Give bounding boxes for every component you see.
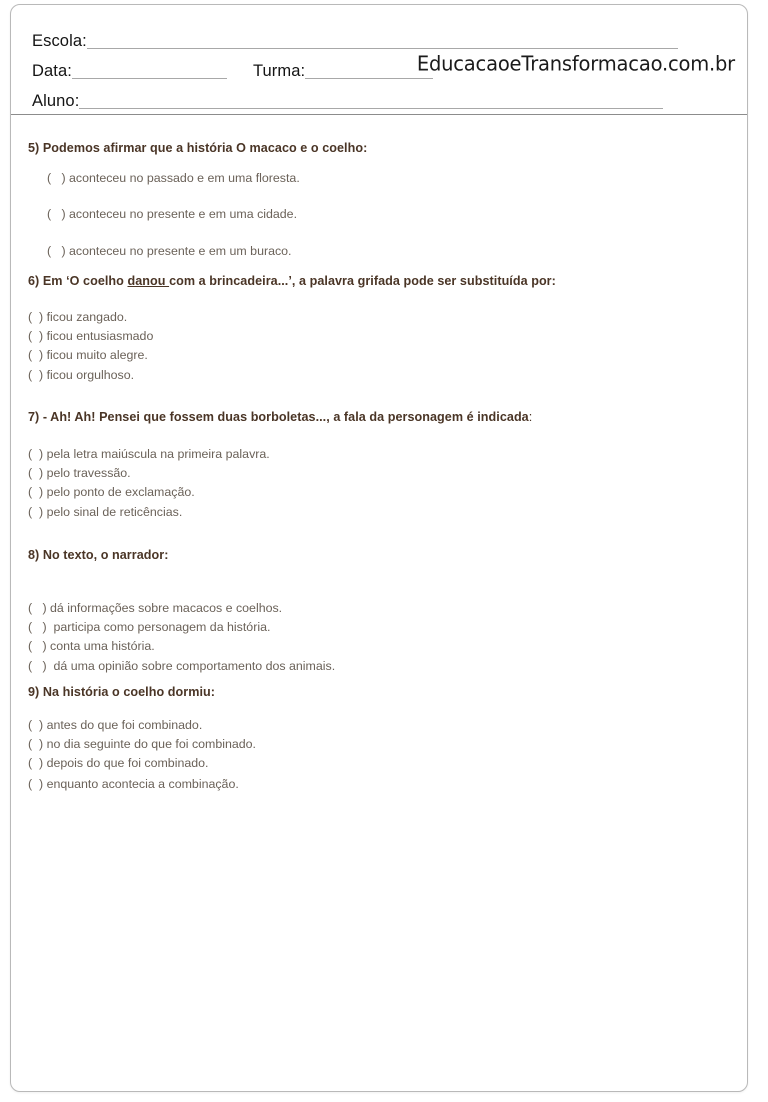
write-line-data[interactable]	[72, 61, 227, 79]
question-6-stem-part2: com a brincadeira...’, a palavra grifada pode ser substituída por:	[169, 274, 556, 288]
write-line-turma[interactable]	[305, 61, 433, 79]
option-row[interactable]: ( ) ficou entusiasmado	[28, 328, 154, 343]
option-row[interactable]: ( ) participa como personagem da história.	[28, 619, 271, 634]
option-row[interactable]: ( ) pelo ponto de exclamação.	[28, 485, 195, 500]
write-line-aluno[interactable]	[79, 91, 663, 109]
option-row[interactable]: ( ) pelo sinal de reticências.	[28, 504, 183, 519]
label-turma: Turma:	[252, 61, 306, 80]
option-row[interactable]: ( ) pelo travessão.	[28, 465, 131, 480]
option-row[interactable]: ( ) dá uma opinião sobre comportamento dos animais.	[28, 658, 336, 673]
question-7-stem-text: 7) - Ah! Ah! Pensei que fossem duas borboletas..., a fala da personagem é indicada	[28, 410, 529, 424]
question-9	[28, 684, 728, 796]
worksheet-header	[11, 5, 747, 115]
write-line-escola[interactable]	[87, 31, 678, 49]
option-row[interactable]: ( ) no dia seguinte do que foi combinado.	[28, 736, 256, 751]
label-data: Data:	[32, 61, 72, 80]
option-row[interactable]: ( ) antes do que foi combinado.	[28, 717, 203, 732]
site-watermark: EducacaoeTransformacao.com.br	[416, 51, 735, 76]
question-7-stem-colon: :	[528, 410, 533, 424]
question-7-options	[28, 446, 603, 521]
question-9-stem: 9) Na história o coelho dormiu:	[28, 685, 215, 699]
option-row[interactable]: ( ) aconteceu no presente e em uma cidade.	[47, 207, 298, 222]
option-row[interactable]: ( ) ficou zangado.	[28, 309, 128, 324]
option-row[interactable]: ( ) aconteceu no presente e em um buraco.	[47, 244, 292, 259]
question-5-stem: 5) Podemos afirmar que a história O macaco e o coelho:	[28, 141, 368, 155]
question-8	[28, 547, 728, 677]
question-8-stem: 8) No texto, o narrador:	[28, 548, 169, 562]
option-row[interactable]: ( ) aconteceu no passado e em uma floresta.	[47, 170, 300, 185]
option-row[interactable]: ( ) pela letra maiúscula na primeira palavra.	[28, 446, 270, 461]
option-row[interactable]: ( ) dá informações sobre macacos e coelhos.	[28, 600, 283, 615]
label-escola: Escola:	[32, 31, 87, 50]
option-row[interactable]: ( ) ficou muito alegre.	[28, 348, 148, 363]
question-6-stem-part1: 6) Em ‘O coelho	[28, 274, 128, 288]
option-row[interactable]: ( ) ficou orgulhoso.	[28, 367, 135, 382]
option-row[interactable]: ( ) depois do que foi combinado.	[28, 756, 209, 771]
question-6-underlined-word: danou	[127, 274, 170, 288]
label-aluno: Aluno:	[32, 91, 80, 110]
question-8-options	[28, 600, 728, 675]
question-6-stem	[28, 273, 603, 290]
field-row-aluno	[11, 81, 747, 111]
question-5	[28, 140, 728, 280]
question-7-stem	[28, 409, 603, 426]
question-7	[28, 409, 603, 523]
question-5-options	[28, 170, 728, 261]
option-row[interactable]: ( ) enquanto acontecia a combinação.	[28, 777, 239, 792]
field-row-escola	[11, 21, 747, 51]
question-6-options	[28, 309, 603, 384]
option-row[interactable]: ( ) conta uma história.	[28, 639, 155, 654]
question-6	[28, 273, 603, 386]
question-9-options	[28, 717, 728, 793]
